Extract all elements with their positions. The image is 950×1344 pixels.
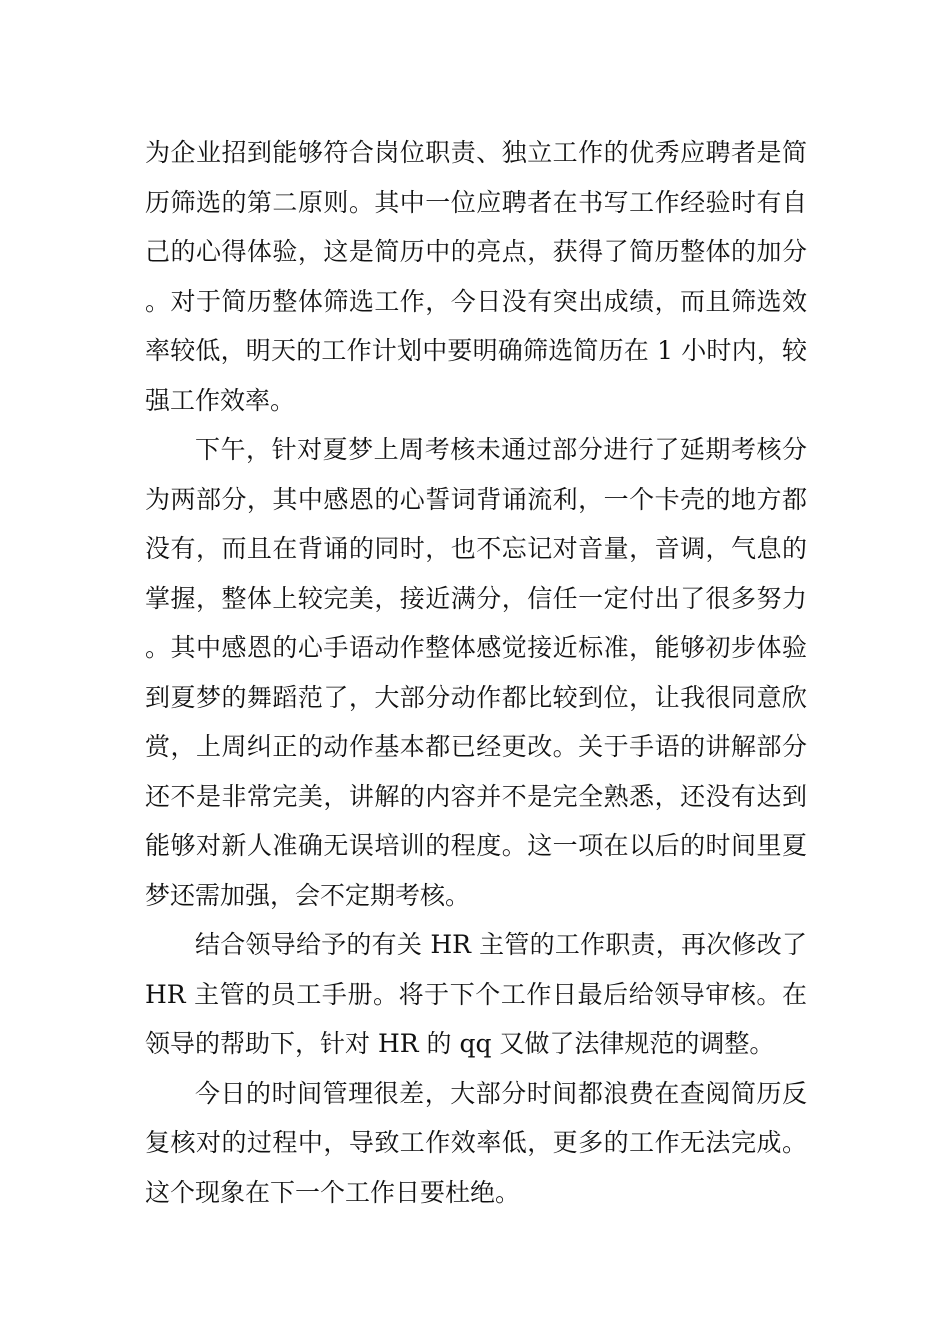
paragraph-afternoon-assessment: 下午，针对夏梦上周考核未通过部分进行了延期考核分为两部分，其中感恩的心誓词背诵流利，一个卡壳的地方都没有，而且在背诵的同时，也不忘记对音量，音调，气息的掌握，整体上较完美，接近满分，信任一定付出了很多努力。其中感恩的心手语动作整体感觉接近标准，能够初步体验到夏梦的舞蹈范了，大部分动作都比较到位，让我很同意欣赏，上周纠正的动作基本都已经更改。关于手语的讲解部分还不是非常完美，讲解的内容并不是完全熟悉，还没有达到能够对新人准确无误培训的程度。这一项在以后的时间里夏梦还需加强，会不定期考核。	[145, 435, 807, 910]
paragraph-resume-screening: 为企业招到能够符合岗位职责、独立工作的优秀应聘者是简历筛选的第二原则。其中一位应聘者在书写工作经验时有自己的心得体验，这是简历中的亮点，获得了简历整体的加分。对于简历整体筛选工作，今日没有突出成绩，而且筛选效率较低，明天的工作计划中要明确筛选简历在 1 小时内，较强工作效率。	[145, 138, 807, 415]
paragraph-hr-handbook: 结合领导给予的有关 HR 主管的工作职责，再次修改了 HR 主管的员工手册。将于下个工作日最后给领导审核。在领导的帮助下，针对 HR 的 qq 又做了法律规范的调整。	[145, 930, 807, 1058]
paragraph-time-management: 今日的时间管理很差，大部分时间都浪费在查阅简历反复核对的过程中，导致工作效率低，更多的工作无法完成。这个现象在下一个工作日要杜绝。	[145, 1078, 807, 1207]
document-body	[145, 128, 807, 1217]
